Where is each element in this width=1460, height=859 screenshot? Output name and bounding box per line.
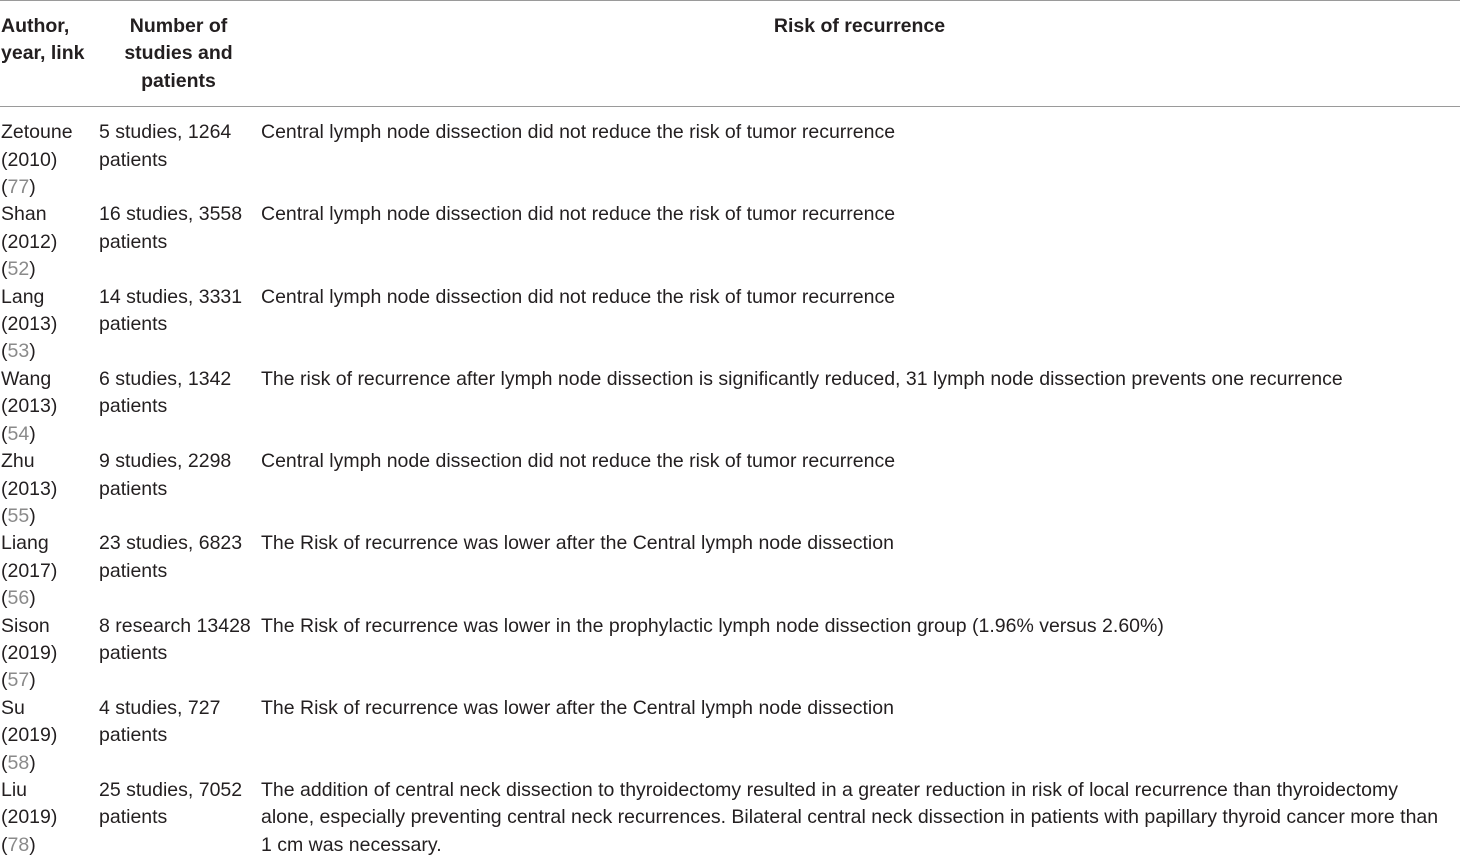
risk-cell: The addition of central neck dissection to thyroidectomy resulted in a greater reduction in risk of local recurrence than thyroidectomy alone, especially preventing central neck recurrences. Bilateral central neck dissection in patients with papillary thyroid cancer more than 1 cm was necessary. — [261, 778, 1439, 856]
author-name: Wang — [1, 367, 52, 390]
header-author: Author, year, link — [1, 15, 85, 65]
table-row — [0, 530, 1460, 612]
header-risk: Risk of recurrence — [773, 15, 946, 37]
author-year: (2019) — [1, 806, 58, 829]
table-row — [0, 448, 1460, 530]
reference-link[interactable]: 77 — [7, 176, 30, 199]
author-name: Sison — [1, 614, 50, 637]
author-cell: Lang (2013) (53) — [1, 285, 58, 363]
author-name: Zetoune — [1, 121, 73, 144]
risk-cell: Central lymph node dissection did not reduce the risk of tumor recurrence — [261, 450, 896, 473]
author-name: Liu — [1, 778, 28, 801]
table-header — [0, 1, 1460, 107]
reference-link[interactable]: 55 — [7, 504, 30, 527]
author-name: Su — [1, 696, 25, 719]
author-cell: Su (2019) (58) — [1, 696, 58, 774]
reference-link[interactable]: 54 — [7, 422, 30, 445]
risk-cell: The risk of recurrence after lymph node dissection is significantly reduced, 31 lymph node dissection prevents one recurrence — [261, 367, 1343, 390]
author-year: (2019) — [1, 641, 58, 664]
table-row — [0, 284, 1460, 366]
author-name: Shan — [1, 203, 47, 226]
header-row — [0, 1, 1460, 107]
studies-cell: 14 studies, 3331 patients — [99, 285, 243, 336]
studies-cell: 5 studies, 1264 patients — [99, 121, 232, 171]
author-year: (2012) — [1, 230, 58, 253]
reference-link[interactable]: 58 — [7, 751, 30, 774]
author-cell: Liang (2017) (56) — [1, 532, 58, 610]
author-year: (2017) — [1, 559, 58, 582]
header-studies: Number of studies and patients — [124, 15, 233, 92]
risk-cell: Central lymph node dissection did not reduce the risk of tumor recurrence — [261, 121, 896, 144]
studies-cell: 25 studies, 7052 patients — [99, 778, 243, 829]
reference-link[interactable]: 53 — [7, 340, 30, 363]
author-year: (2013) — [1, 477, 58, 500]
studies-cell: 23 studies, 6823 patients — [99, 532, 243, 582]
studies-cell: 8 research 13428 patients — [99, 614, 251, 664]
table-row — [0, 777, 1460, 859]
table-body — [0, 107, 1460, 859]
risk-cell: Central lymph node dissection did not reduce the risk of tumor recurrence — [261, 203, 896, 226]
table-row — [0, 613, 1460, 695]
author-year: (2019) — [1, 724, 58, 747]
studies-cell: 16 studies, 3558 patients — [99, 203, 243, 253]
author-name: Zhu — [1, 450, 35, 473]
table-row — [0, 695, 1460, 777]
table-row — [0, 107, 1460, 202]
author-cell: Shan (2012) (52) — [1, 203, 58, 281]
author-cell: Zetoune (2010) (77) — [1, 121, 73, 199]
author-name: Lang — [1, 285, 45, 308]
author-year: (2013) — [1, 395, 58, 418]
author-cell: Liu (2019) (78) — [1, 778, 58, 856]
author-year: (2013) — [1, 313, 58, 336]
studies-cell: 9 studies, 2298 patients — [99, 450, 232, 500]
studies-cell: 4 studies, 727 patients — [99, 696, 221, 747]
author-cell: Sison (2019) (57) — [1, 614, 58, 692]
table-row — [0, 366, 1460, 448]
reference-link[interactable]: 78 — [7, 833, 30, 856]
risk-cell: The Risk of recurrence was lower after the Central lymph node dissection — [261, 532, 894, 555]
reference-link[interactable]: 52 — [7, 258, 30, 281]
risk-cell: Central lymph node dissection did not reduce the risk of tumor recurrence — [261, 285, 896, 308]
author-name: Liang — [1, 532, 49, 555]
risk-cell: The Risk of recurrence was lower after the Central lymph node dissection — [261, 696, 894, 719]
studies-cell: 6 studies, 1342 patients — [99, 367, 232, 418]
author-year: (2010) — [1, 148, 58, 171]
table-row — [0, 201, 1460, 283]
author-cell: Wang (2013) (54) — [1, 367, 58, 445]
reference-link[interactable]: 56 — [7, 587, 30, 610]
reference-link[interactable]: 57 — [7, 669, 30, 692]
risk-cell: The Risk of recurrence was lower in the prophylactic lymph node dissection group (1.96% versus 2.60%) — [261, 614, 1164, 637]
author-cell: Zhu (2013) (55) — [1, 450, 58, 527]
